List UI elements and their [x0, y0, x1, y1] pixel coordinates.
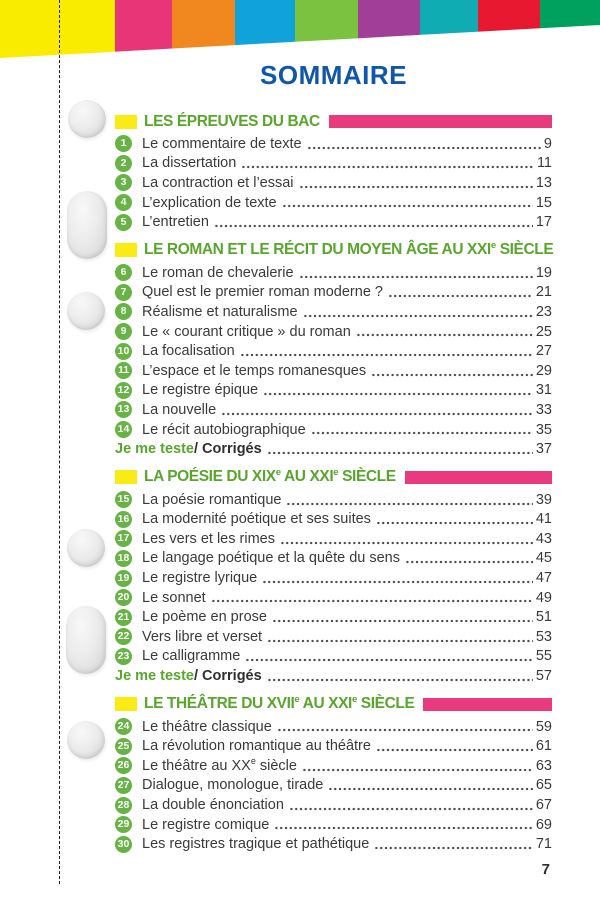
section-header [115, 696, 552, 713]
entry-page-number: 31 [535, 382, 552, 399]
band-color-block [540, 0, 600, 58]
section-title-bar [329, 115, 552, 128]
toc-entry [115, 420, 552, 440]
band-color-block [295, 0, 358, 58]
entry-number-badge: 10 [115, 343, 132, 360]
binding-hole [66, 606, 106, 674]
entry-label: La modernité poétique et ses suites [142, 511, 371, 528]
entry-label: Le théâtre classique [142, 718, 272, 735]
section-header [115, 113, 552, 130]
toc-entry [115, 263, 552, 283]
binding-hole [67, 292, 105, 330]
entry-label: Les vers et les rimes [142, 530, 275, 547]
dotted-leader [286, 502, 532, 506]
dotted-leader [311, 431, 533, 435]
entry-page-number: 63 [535, 757, 552, 774]
toc-section [115, 696, 552, 854]
entry-number-badge: 3 [115, 174, 132, 191]
entry-number-badge: 28 [115, 797, 132, 814]
toc-entry [115, 736, 552, 756]
toc-entry [115, 302, 552, 322]
entry-number-badge: 17 [115, 530, 132, 547]
corriges-label: / Corrigés [194, 668, 262, 685]
entry-label: Le commentaire de texte [142, 135, 302, 152]
entry-number-badge: 4 [115, 194, 132, 211]
entry-label: Le sonnet [142, 589, 206, 606]
dotted-leader [307, 146, 541, 150]
entry-label: Le langage poétique et la quête du sens [142, 550, 400, 567]
entry-label: Le calligramme [142, 648, 241, 665]
dotted-leader [245, 658, 533, 662]
entry-page-number: 17 [535, 214, 552, 231]
band-color-block [358, 0, 420, 58]
toc-entry [115, 212, 552, 232]
toc-entry [115, 815, 552, 835]
toc-entry [115, 627, 552, 647]
folio-page-number: 7 [541, 861, 550, 878]
dotted-leader [299, 275, 533, 279]
entry-number-badge: 24 [115, 718, 132, 735]
entry-number-badge: 8 [115, 303, 132, 320]
entry-label: La révolution romantique au théâtre [142, 738, 371, 755]
entry-page-number: 35 [535, 421, 552, 438]
entry-page-number: 11 [536, 155, 552, 172]
entry-number-badge: 25 [115, 738, 132, 755]
section-bullet-square-icon [115, 697, 137, 711]
dotted-leader [376, 748, 533, 752]
entry-number-badge: 18 [115, 550, 132, 567]
entry-page-number: 39 [535, 491, 552, 508]
toc-entry [115, 490, 552, 510]
entry-label: L’espace et le temps romanesques [142, 362, 367, 379]
section-title: LA POÉSIE DU XIXe AU XXIe SIÈCLE [144, 467, 396, 486]
toc-entry [115, 607, 552, 627]
entry-label: La poésie romantique [142, 491, 282, 508]
entry-number-badge: 23 [115, 648, 132, 665]
entry-page-number: 47 [535, 570, 552, 587]
entry-label: Le registre épique [142, 382, 259, 399]
entry-label: Le registre comique [142, 816, 270, 833]
dotted-leader [272, 619, 533, 623]
entry-page-number: 55 [535, 648, 552, 665]
self-test-entry [115, 666, 552, 686]
dotted-leader [262, 580, 533, 584]
section-title: LE ROMAN ET LE RÉCIT DU MOYEN ÂGE AU XXIe SIÈCLE [144, 240, 554, 259]
entry-page-number: 23 [535, 303, 552, 320]
toc-entry [115, 173, 552, 193]
dotted-leader [374, 846, 533, 850]
entry-page-number: 67 [535, 797, 552, 814]
toc-sections [115, 113, 552, 864]
dotted-leader [299, 185, 533, 189]
entry-label: Dialogue, monologue, tirade [142, 777, 324, 794]
entry-page-number: 53 [535, 628, 552, 645]
toc-entry [115, 717, 552, 737]
dotted-leader [282, 204, 533, 208]
toc-entry [115, 588, 552, 608]
self-test-entry [115, 439, 552, 459]
entry-label: Vers libre et verset [142, 628, 263, 645]
binding-hole [67, 529, 105, 567]
entry-label: Le « courant critique » du roman [142, 323, 351, 340]
band-color-block [0, 0, 115, 58]
entry-page-number: 61 [535, 738, 552, 755]
entry-page-number: 13 [535, 174, 552, 191]
entry-number-badge: 16 [115, 511, 132, 528]
entry-number-badge: 6 [115, 264, 132, 281]
entry-number-badge: 13 [115, 401, 132, 418]
dotted-leader [303, 314, 533, 318]
dotted-leader [280, 541, 533, 545]
band-color-block [478, 0, 540, 58]
entry-label: Quel est le premier roman moderne ? [142, 284, 383, 301]
toc-entry [115, 834, 552, 854]
entry-page-number: 27 [535, 343, 552, 360]
toc-entry [115, 510, 552, 530]
dotted-leader [214, 224, 533, 228]
dotted-leader [371, 373, 533, 377]
toc-section [115, 113, 552, 232]
binding-hole [67, 721, 105, 759]
entry-page-number: 25 [535, 323, 552, 340]
entry-number-badge: 27 [115, 777, 132, 794]
dotted-leader [221, 412, 533, 416]
entry-label: Réalisme et naturalisme [142, 303, 298, 320]
dotted-leader [267, 639, 533, 643]
entry-number-badge: 2 [115, 155, 132, 172]
dotted-leader [328, 787, 532, 791]
entry-page-number: 33 [535, 401, 552, 418]
entry-label: Le théâtre au XXe siècle [142, 756, 297, 774]
entry-number-badge: 21 [115, 609, 132, 626]
entry-number-badge: 15 [115, 491, 132, 508]
entry-number-badge: 12 [115, 382, 132, 399]
toc-entry [115, 134, 552, 154]
toc-entry [115, 283, 552, 303]
section-header [115, 469, 552, 486]
top-color-band [0, 0, 600, 58]
band-color-block [235, 0, 295, 58]
binding-hole [67, 191, 107, 259]
entry-label: L’entretien [142, 214, 209, 231]
entry-label: Le roman de chevalerie [142, 264, 294, 281]
entry-number-badge: 20 [115, 589, 132, 606]
dotted-leader [211, 599, 533, 603]
entry-label: Le récit autobiographique [142, 421, 306, 438]
section-bullet-square-icon [115, 115, 137, 129]
dotted-leader [263, 392, 533, 396]
entry-label: La focalisation [142, 343, 235, 360]
band-color-block [115, 0, 172, 58]
dotted-leader [277, 728, 533, 732]
entry-number-badge: 9 [115, 323, 132, 340]
toc-entry [115, 776, 552, 796]
self-test-label: Je me teste [115, 441, 194, 458]
dotted-leader [289, 807, 533, 811]
entry-label: Le registre lyrique [142, 570, 258, 587]
entry-number-badge: 7 [115, 284, 132, 301]
dotted-leader [241, 165, 534, 169]
entry-label: L’explication de texte [142, 194, 277, 211]
section-title-bar [405, 471, 552, 484]
toc-entry [115, 322, 552, 342]
self-test-label: Je me teste [115, 668, 194, 685]
section-header [115, 242, 552, 259]
entry-page-number: 41 [535, 511, 552, 528]
dotted-leader [274, 826, 533, 830]
entry-page-number: 45 [535, 550, 552, 567]
entry-page-number: 29 [535, 362, 552, 379]
toc-entry [115, 400, 552, 420]
section-bullet-square-icon [115, 243, 137, 257]
entry-page-number: 21 [535, 284, 552, 301]
dotted-leader [302, 768, 533, 772]
entry-page-number: 9 [543, 135, 552, 152]
entry-page-number: 69 [535, 816, 552, 833]
toc-entry [115, 549, 552, 569]
entry-page-number: 57 [535, 668, 552, 685]
entry-number-badge: 19 [115, 570, 132, 587]
dotted-leader [267, 451, 533, 455]
entry-page-number: 51 [535, 609, 552, 626]
toc-entry [115, 361, 552, 381]
binding-dotted-line [59, 0, 60, 884]
entry-page-number: 65 [535, 777, 552, 794]
section-title: LE THÉÂTRE DU XVIIe AU XXIe SIÈCLE [144, 694, 415, 713]
entry-label: Le poème en prose [142, 609, 267, 626]
section-bullet-square-icon [115, 470, 137, 484]
page-title: SOMMAIRE [260, 60, 407, 90]
dotted-leader [267, 678, 533, 682]
toc-section [115, 469, 552, 686]
toc-entry [115, 529, 552, 549]
toc-entry [115, 193, 552, 213]
entry-label: La dissertation [142, 155, 237, 172]
entry-label: La nouvelle [142, 401, 217, 418]
section-title: LES ÉPREUVES DU BAC [144, 112, 320, 130]
binding-hole [68, 100, 106, 138]
entry-number-badge: 1 [115, 135, 132, 152]
toc-entry [115, 795, 552, 815]
entry-page-number: 43 [535, 530, 552, 547]
entry-page-number: 37 [535, 441, 552, 458]
entry-number-badge: 22 [115, 628, 132, 645]
toc-entry [115, 568, 552, 588]
toc-entry [115, 647, 552, 667]
entry-page-number: 19 [535, 264, 552, 281]
dotted-leader [405, 560, 533, 564]
toc-section [115, 242, 552, 459]
entry-page-number: 59 [535, 718, 552, 735]
entry-number-badge: 26 [115, 757, 132, 774]
entry-number-badge: 5 [115, 214, 132, 231]
dotted-leader [388, 294, 533, 298]
band-color-block [172, 0, 235, 58]
toc-entry [115, 381, 552, 401]
entry-number-badge: 14 [115, 421, 132, 438]
corriges-label: / Corrigés [194, 441, 262, 458]
entry-page-number: 15 [535, 194, 552, 211]
entry-label: Les registres tragique et pathétique [142, 836, 370, 853]
toc-entry [115, 154, 552, 174]
dotted-leader [240, 353, 533, 357]
entry-page-number: 71 [535, 836, 552, 853]
entry-number-badge: 29 [115, 816, 132, 833]
dotted-leader [356, 333, 533, 337]
entry-page-number: 49 [535, 589, 552, 606]
section-title-bar [423, 698, 552, 711]
toc-entry [115, 341, 552, 361]
entry-number-badge: 30 [115, 836, 132, 853]
dotted-leader [376, 521, 533, 525]
toc-entry [115, 756, 552, 776]
entry-label: La contraction et l’essai [142, 174, 294, 191]
entry-label: La double énonciation [142, 797, 284, 814]
entry-number-badge: 11 [115, 362, 132, 379]
band-color-block [420, 0, 478, 58]
